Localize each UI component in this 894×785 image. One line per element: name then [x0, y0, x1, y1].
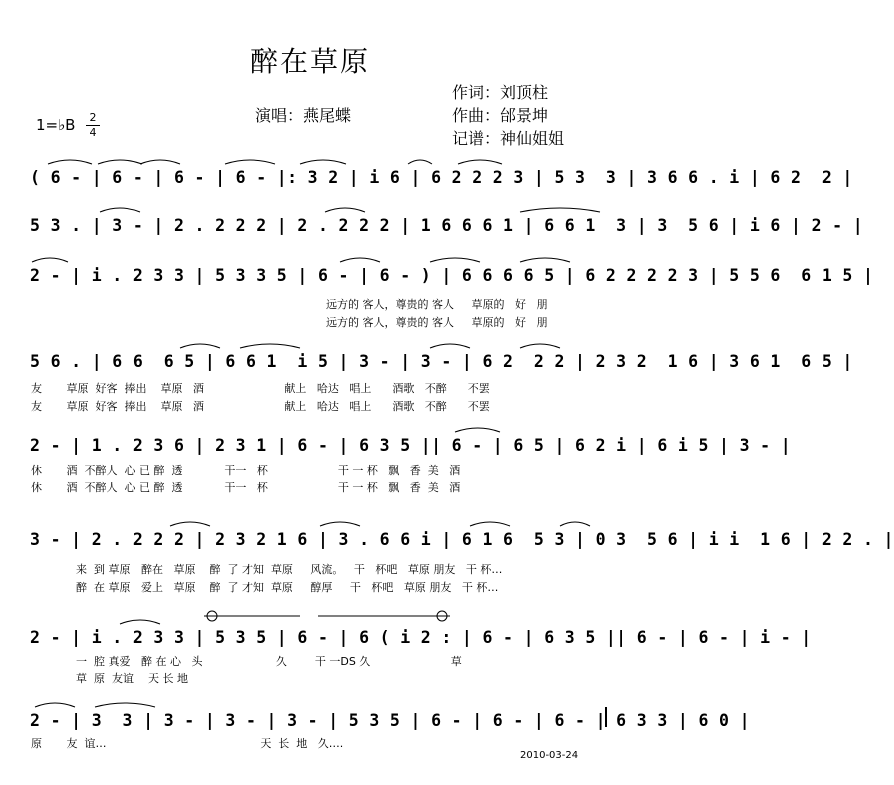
staff-2 [0, 212, 863, 246]
singer-credit: 演唱：燕尾蝶 [255, 106, 352, 125]
staff-3 [0, 262, 874, 296]
time-signature-bottom: 4 [89, 126, 97, 139]
staff-notes: 2 - | 1 . 2 3 6 | 2 3 1 | 6 - | 6 3 5 || 6 - | 6 5 | 6 2 i | 6 i 5 | 3 - | [30, 436, 792, 455]
lyric-line: 休 酒 不醉人 心 已 醉 透 干一 杯 干 一 杯 飘 香 美 酒 [31, 464, 461, 477]
lyric-line: 休 酒 不醉人 心 已 醉 透 干一 杯 干 一 杯 飘 香 美 酒 [31, 481, 461, 494]
lyric-line: 醉 在 草原 爱上 草原 醉 了 才知 草原 醇厚 干 杯吧 草原 朋友 干 杯… [76, 581, 499, 594]
volta-group [204, 611, 450, 621]
lyric-line: 一 腔 真爱 醉 在 心 头 久 干 一DS 久 草 [76, 655, 462, 668]
staff-notes: 2 - | i . 2 3 3 | 5 3 5 | 6 - | 6 ( i 2 : | 6 - | 6 3 5 || 6 - | 6 - | i - | [30, 628, 812, 647]
lyric-line: 草 原 友谊 天 长 地 [76, 672, 188, 685]
lyricist-credit: 作词：刘顶柱 [452, 83, 549, 102]
lyric-line: 来 到 草原 醉在 草原 醉 了 才知 草原 风流。 干 杯吧 草原 朋友 干 杯… [76, 563, 503, 576]
date-stamp: 2010-03-24 [520, 750, 579, 761]
staff-1 [0, 164, 853, 198]
lyric-line: 友 草原 好客 捧出 草原 酒 献上 哈达 唱上 酒歌 不醉 不罢 [31, 382, 490, 395]
lyric-line: 远方的 客人，尊贵的 客人 草原的 好 朋 [326, 298, 548, 311]
coda-icon [437, 611, 447, 621]
time-signature [86, 112, 100, 139]
page-title: 醉在草原 [249, 45, 370, 78]
lyric-line: 原 友 谊… 天 长 地 久…. [31, 737, 344, 750]
transcriber-credit: 记谱：神仙姐姐 [452, 129, 565, 148]
staff-notes: 5 6 . | 6 6 6 5 | 6 6 1 i 5 | 3 - | 3 - | 6 2 2 2 | 2 3 2 1 6 | 3 6 1 6 5 | [30, 352, 853, 371]
staff-notes: 2 - | i . 2 3 3 | 5 3 3 5 | 6 - | 6 - ) | 6 6 6 6 5 | 6 2 2 2 2 3 | 5 5 6 6 1 5 | [30, 266, 874, 285]
coda-icon [207, 611, 217, 621]
staff-notes: ( 6 - | 6 - | 6 - | 6 - |: 3 2 | i 6 | 6 2 2 2 3 | 5 3 3 | 3 6 6 . i | 6 2 2 | [30, 168, 853, 187]
staff-4 [0, 348, 853, 382]
staff-5 [0, 432, 792, 466]
time-signature-top: 2 [89, 111, 97, 124]
staff-6 [0, 526, 894, 560]
key-signature: 1=♭B [36, 116, 76, 134]
staff-notes: 5 3 . | 3 - | 2 . 2 2 2 | 2 . 2 2 2 | 1 6 6 6 1 | 6 6 1 3 | 3 5 6 | i 6 | 2 - | [30, 216, 863, 235]
lyric-line: 远方的 客人，尊贵的 客人 草原的 好 朋 [326, 316, 548, 329]
staff-notes: 3 - | 2 . 2 2 2 | 2 3 2 1 6 | 3 . 6 6 i | 6 1 6 5 3 | 0 3 5 6 | i i 1 6 | 2 2 . | [30, 530, 894, 549]
lyric-line: 友 草原 好客 捧出 草原 酒 献上 哈达 唱上 酒歌 不醉 不罢 [31, 400, 490, 413]
staff-notes: 2 - | 3 3 | 3 - | 3 - | 3 - | 5 3 5 | 6 - | 6 - | 6 - | 6 3 3 | 6 0 | [30, 711, 750, 730]
composer-credit: 作曲：邰景坤 [452, 106, 549, 125]
